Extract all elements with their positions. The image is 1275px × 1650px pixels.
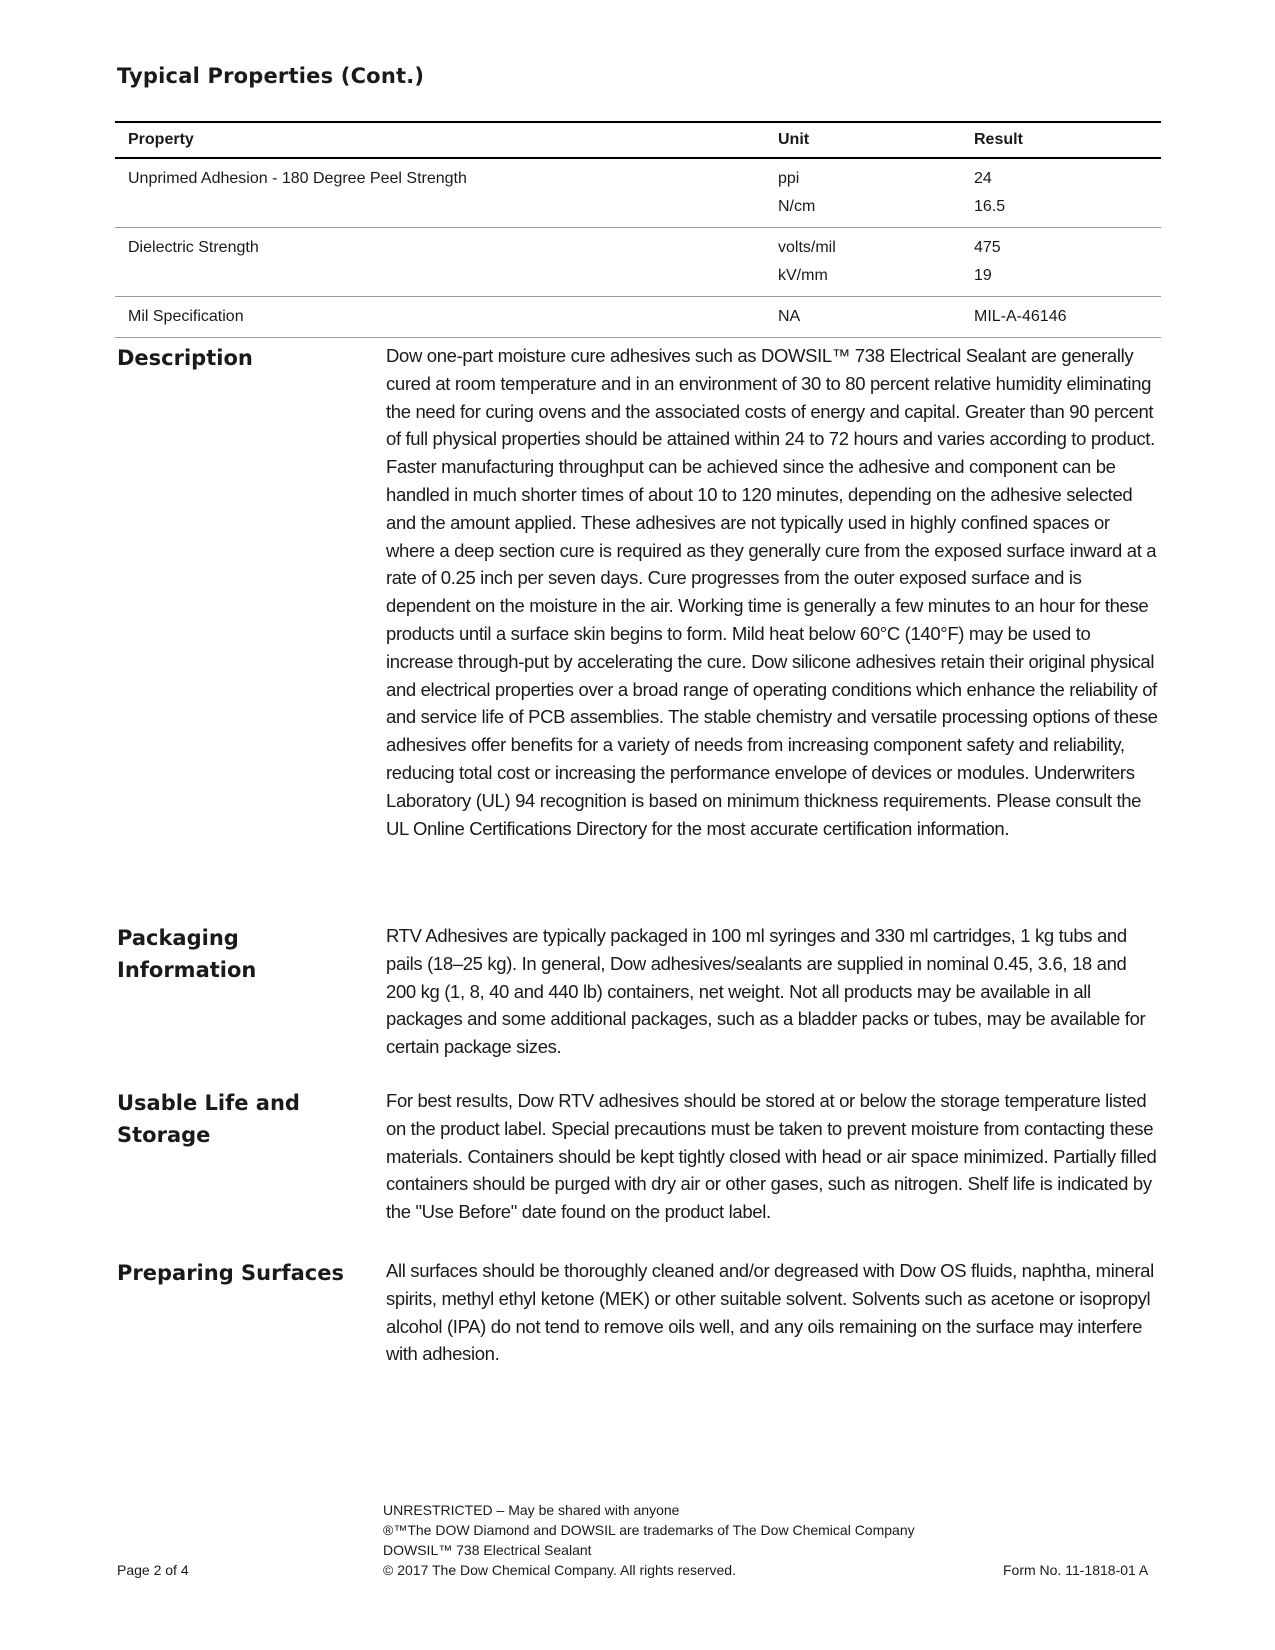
unit-cell (765, 158, 961, 228)
footer-line: © 2017 The Dow Chemical Company. All rights reserved. (383, 1562, 736, 1578)
form-number: Form No. 11-1818-01 A (1003, 1562, 1149, 1578)
footer-line: UNRESTRICTED – May be shared with anyone (383, 1502, 680, 1518)
section-body-description: Dow one-part moisture cure adhesives such as DOWSIL™ 738 Electrical Sealant are generally cured at room temperature and in an environment of 30 to 80 percent relative humidity eliminating the need for curing ovens and the associated costs of energy and capital. Greater than 90 percent of full physical properties should be attained within 24 to 72 hours and varies according to product. Faster manufacturing throughput can be achieved since the adhesive and component can be handled in much shorter times of about 10 to 120 minutes, depending on the adhesive selected and the amount applied. These adhesives are not typically used in highly confined spaces or where a deep section cure is required as they generally cure from the exposed surface inward at a rate of 0.25 inch per seven days. Cure progresses from the outer exposed surface and is dependent on the moisture in the air. Working time is generally a few minutes to an hour for these products until a surface skin begins to form. Mild heat below 60°C (140°F) may be used to increase through-put by accelerating the cure. Dow silicone adhesives retain their original physical and electrical properties over a broad range of operating conditions which enhance the reliability of and service life of PCB assemblies. The stable chemistry and versatile processing options of these adhesives offer benefits for a variety of needs from increasing component safety and reliability, reducing total cost or increasing the performance envelope of devices or modules. Underwriters Laboratory (UL) 94 recognition is based on minimum thickness requirements. Please consult the UL Online Certifications Directory for the most accurate certification information. (386, 345, 1158, 839)
table-row (115, 158, 1161, 228)
result-value: MIL-A-46146 (974, 308, 1067, 325)
table-header-row (115, 122, 1161, 158)
unit-value: ppi (778, 170, 800, 187)
section-heading-preparing-surfaces: Preparing Surfaces (117, 1261, 344, 1285)
footer-line: DOWSIL™ 738 Electrical Sealant (383, 1542, 592, 1558)
footer-line: ®™The DOW Diamond and DOWSIL are trademarks of The Dow Chemical Company (383, 1522, 915, 1538)
column-header-unit: Unit (778, 131, 810, 148)
table-row (115, 297, 1161, 338)
result-cell (961, 158, 1161, 228)
section-body-usable-life: For best results, Dow RTV adhesives should be stored at or below the storage temperature listed on the product label. Special precautions must be taken to prevent moisture from contacting these materials. Containers should be kept tightly closed with head or air space minimized. Partially filled containers should be purged with dry air or other gases, such as nitrogen. Shelf life is indicated by the "Use Before" date found on the product label. (386, 1090, 1157, 1223)
section-heading-packaging: Packaging Information (117, 926, 257, 982)
unit-cell (765, 228, 961, 297)
unit-value: kV/mm (778, 267, 828, 284)
table-row (115, 228, 1161, 297)
result-value: 475 (974, 239, 1001, 256)
column-header-property: Property (128, 131, 194, 148)
unit-value: N/cm (778, 198, 816, 215)
unit-value: volts/mil (778, 239, 836, 256)
property-cell: Unprimed Adhesion - 180 Degree Peel Strength (128, 170, 467, 187)
result-value: 19 (974, 267, 992, 284)
result-value: 16.5 (974, 198, 1006, 215)
unit-cell (765, 297, 961, 338)
section-body-packaging: RTV Adhesives are typically packaged in 100 ml syringes and 330 ml cartridges, 1 kg tubs and pails (18–25 kg). In general, Dow adhesives/sealants are supplied in nominal 0.45, 3.6, 18 and 200 kg (1, 8, 40 and 440 lb) containers, net weight. Not all products may be available in all packages and some additional packages, such as a bladder packs or tubes, may be available for certain package sizes. (386, 925, 1146, 1058)
result-value: 24 (974, 170, 992, 187)
section-heading-description: Description (117, 346, 253, 370)
properties-table (115, 121, 1161, 338)
section-heading-usable-life: Usable Life and Storage (117, 1091, 300, 1147)
footer-notice (383, 1500, 915, 1580)
unit-value: NA (778, 308, 801, 325)
property-cell: Dielectric Strength (128, 239, 259, 256)
page-number: Page 2 of 4 (117, 1562, 189, 1578)
column-header-result: Result (974, 131, 1023, 148)
page-title: Typical Properties (Cont.) (117, 64, 425, 88)
section-body-preparing-surfaces: All surfaces should be thoroughly cleaned and/or degreased with Dow OS fluids, naphtha, mineral spirits, methyl ethyl ketone (MEK) or other suitable solvent. Solvents such as acetone or isopropyl alcohol (IPA) do not tend to remove oils well, and any oils remaining on the surface may interfere with adhesion. (386, 1260, 1154, 1365)
property-cell: Mil Specification (128, 308, 244, 325)
result-cell (961, 297, 1161, 338)
result-cell (961, 228, 1161, 297)
